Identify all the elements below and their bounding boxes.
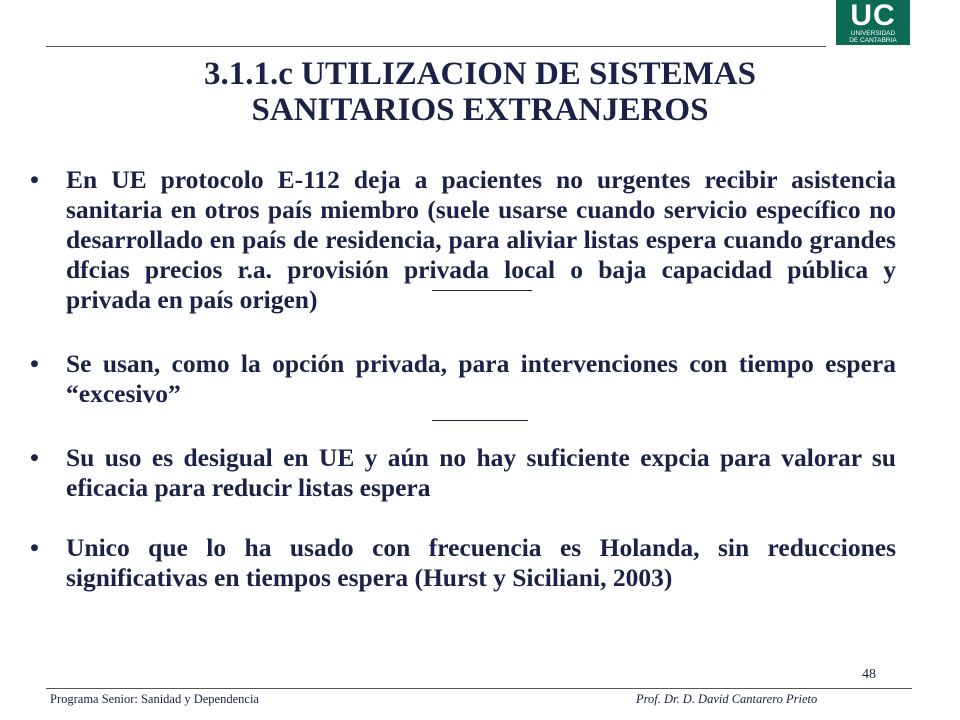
decorative-line bbox=[432, 290, 532, 291]
slide-title bbox=[120, 56, 840, 128]
footer-program: Programa Senior: Sanidad y Dependencia bbox=[50, 692, 259, 706]
bullet-item bbox=[30, 165, 896, 315]
bullet-icon: • bbox=[30, 533, 39, 562]
bullet-text: Unico que lo ha usado con frecuencia es Holanda, sin reducciones significativas en tiempos espera (Hurst y Siciliani, 2003) bbox=[66, 533, 896, 592]
bullet-item bbox=[30, 349, 896, 409]
bullet-text: Se usan, como la opción privada, para intervenciones con tiempo espera “excesivo” bbox=[66, 349, 896, 408]
page-number: 48 bbox=[862, 667, 876, 682]
footer-author: Prof. Dr. D. David Cantarero Prieto bbox=[636, 692, 818, 706]
bullet-icon: • bbox=[30, 349, 39, 378]
bullet-icon: • bbox=[30, 165, 39, 194]
header-rule bbox=[46, 46, 826, 47]
title-line1: 3.1.1.c UTILIZACION DE SISTEMAS bbox=[204, 56, 756, 92]
university-logo bbox=[836, 0, 910, 45]
bullet-item bbox=[30, 533, 896, 593]
logo-line2: DE CANTABRIA bbox=[849, 37, 897, 44]
bullet-list bbox=[30, 165, 896, 593]
title-line2: SANITARIOS EXTRANJEROS bbox=[251, 92, 709, 128]
decorative-line bbox=[432, 420, 528, 421]
footer-rule bbox=[46, 688, 912, 689]
logo-line1: UNIVERSIDAD bbox=[850, 30, 896, 37]
bullet-item bbox=[30, 443, 896, 503]
bullet-icon: • bbox=[30, 443, 39, 472]
logo-main-text: UC bbox=[850, 0, 896, 32]
bullet-text: Su uso es desigual en UE y aún no hay suficiente expcia para valorar su eficacia para reducir listas espera bbox=[66, 443, 896, 502]
bullet-text: En UE protocolo E-112 deja a pacientes no urgentes recibir asistencia sanitaria en otros país miembro (suele usarse cuando servicio específico no desarrollado en país de residencia, para aliviar listas espera cuando grandes dfcias precios r.a. provisión privada local o baja capacidad pública y privada en país origen) bbox=[66, 165, 896, 314]
